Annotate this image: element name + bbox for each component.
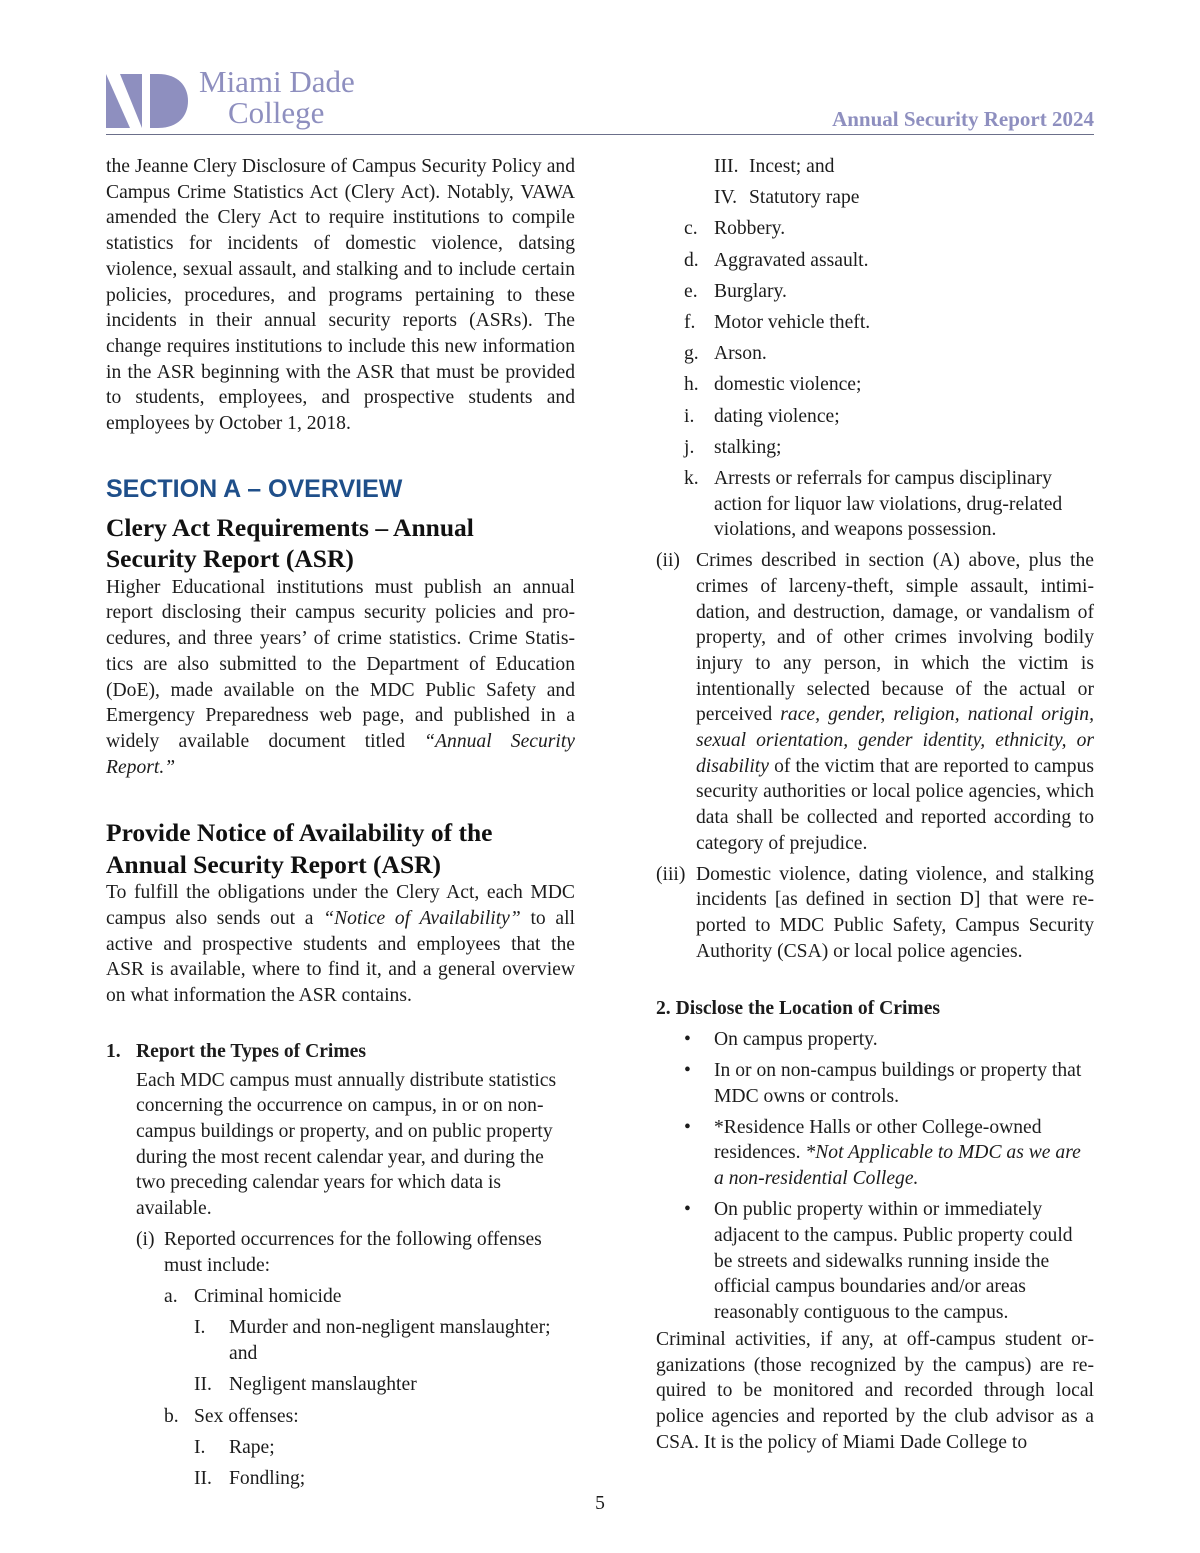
notice-text: to all active and prospective students and employees that the ASR is available, where to find it, and a general overview on what information the ASR contains. — [106, 908, 575, 1007]
list-marker: d. — [684, 249, 699, 271]
list-text: Murder and non-negligent manslaughter; and — [229, 1317, 551, 1365]
list-text: Burglary. — [714, 280, 787, 302]
intro-paragraph: the Jeanne Clery Disclosure of Campus Security Policy and Campus Crime Statistics Act (Clery Act). Notably, VAWA amended the Clery Act to require institutions to compile statistics for incidents of domestic violence, datsing violence, sexual assault, and stalking and to include certain policies, procedures, and programs pertaining to these incidents in their annual security reports (ASRs). The change requires institutions to include this new information in the ASR beginning with the ASR that must be provided to students, employees, and prospective students and employees by October 1, 2018. — [106, 156, 575, 435]
bullet-icon: • — [684, 1028, 691, 1050]
list-item — [656, 548, 1094, 856]
bullet-icon: • — [684, 1116, 691, 1138]
left-column — [106, 154, 575, 1497]
list-text: In or on non-campus buildings or property that MDC owns or controls. — [714, 1059, 1082, 1107]
list-item — [164, 1404, 575, 1430]
list-item — [194, 1315, 575, 1366]
list-text: Arson. — [714, 343, 767, 365]
list-marker: (ii) — [656, 550, 680, 572]
residence-text: *Residence Halls or other College-owned residences. — [714, 1116, 1042, 1164]
list-text: Motor vehicle theft. — [714, 312, 871, 334]
list-item-1-heading — [106, 1039, 575, 1065]
notice-title: “Notice of Availability” — [323, 908, 521, 930]
list-marker: c. — [684, 218, 698, 240]
notice-heading — [106, 817, 575, 880]
list-marker: h. — [684, 374, 699, 396]
crime-text: of the victim that are reported to campus security authorities or local police agencies, which data shall be collected and reported according to category of prejudice. — [696, 755, 1094, 854]
bullet-icon: • — [684, 1059, 691, 1081]
location-bullet-list — [656, 1027, 1094, 1326]
list-item — [684, 466, 1094, 543]
list-text: Incest; and — [749, 156, 835, 177]
item-heading: Report the Types of Crimes — [136, 1040, 367, 1062]
list-marker: j. — [684, 436, 695, 458]
list-marker: i. — [684, 405, 695, 427]
list-marker: g. — [684, 343, 699, 365]
list-text: Aggravated assault. — [714, 249, 869, 271]
list-item — [684, 216, 1094, 242]
list-item — [684, 1027, 1094, 1053]
heading-line: Annual Security Report (ASR) — [106, 849, 442, 879]
right-column — [656, 154, 1094, 1455]
report-title: Annual Security Report 2024 — [832, 107, 1094, 131]
wordmark-line-1: Miami Dade — [199, 64, 355, 99]
list-marker: a. — [164, 1286, 178, 1308]
list-text: Domestic violence, dating violence, and stalking incidents [as defined in section D] that were reported to MDC Public Safety, Campus Security Authority (CSA) or local police agencies. — [696, 863, 1094, 962]
list-text: Criminal homicide — [194, 1286, 342, 1308]
list-item — [684, 279, 1094, 305]
list-marker: b. — [164, 1405, 179, 1427]
list-item — [194, 1435, 575, 1461]
prejudice-categories: race, gender, religion, national origin, sexual orientation, gender identity, ethnicity, or disability — [696, 704, 1094, 777]
list-marker: (iii) — [656, 863, 686, 885]
list-text: domestic violence; — [714, 374, 862, 396]
heading-line: Clery Act Requirements – Annual — [106, 512, 474, 542]
list-item — [194, 1372, 575, 1398]
list-item — [684, 1058, 1094, 1109]
list-marker: III. — [714, 156, 739, 177]
list-item — [684, 404, 1094, 430]
list-marker: II. — [194, 1374, 212, 1396]
notice-text: To fulfill the obligations under the Clery Act, each MDC campus also sends out a — [106, 882, 575, 930]
list-text: Robbery. — [714, 218, 786, 240]
list-marker: I. — [194, 1317, 206, 1339]
list-item — [194, 1466, 575, 1492]
list-item — [136, 1227, 575, 1278]
mdc-logo-icon — [106, 72, 188, 128]
list-text — [714, 1115, 1094, 1192]
list-item — [684, 248, 1094, 274]
list-text: Sex offenses: — [194, 1405, 299, 1427]
section-heading: SECTION A – OVERVIEW — [106, 474, 403, 503]
list-marker: f. — [684, 312, 696, 334]
list-item — [164, 1284, 575, 1310]
not-applicable-note: *Not Applicable to MDC as we are a non-residential College. — [714, 1142, 1081, 1190]
list-item — [656, 862, 1094, 965]
list-text — [696, 548, 1094, 856]
list-item — [714, 154, 1094, 180]
list-text: Statutory rape — [749, 187, 860, 209]
list-text: Rape; — [229, 1436, 275, 1458]
list-marker: I. — [194, 1436, 206, 1458]
list-text: On public property within or immediately adjacent to the campus. Public property could be streets and sidewalks running inside the official campus boundaries and/or areas reasonably contiguous to the campus. — [714, 1199, 1073, 1324]
list-marker: II. — [194, 1467, 212, 1489]
list-text: Reported occurrences for the following offenses must include: — [164, 1229, 542, 1276]
list-text: On campus property. — [714, 1028, 878, 1050]
heading-line: Provide Notice of Availability of the — [106, 818, 493, 848]
list-item — [684, 341, 1094, 367]
header-divider — [106, 134, 1094, 135]
list-marker: (i) — [136, 1229, 155, 1251]
notice-paragraph — [106, 880, 575, 1009]
list-item — [714, 185, 1094, 211]
list-text: dating violence; — [714, 405, 840, 427]
bullet-icon: • — [684, 1199, 691, 1221]
requirements-text: Higher Educational institutions must publish an annual report disclosing their campus security policies and procedures, and three years’ of crime statistics. Crime Statistics are also submitted to the Department of Education (DoE), made available on the MDC Public Safety and Emergency Preparedness web page, and published in a widely available document titled — [106, 576, 575, 752]
crime-text: Crimes described in section (A) above, plus the crimes of larceny-theft, simple assault, intimidation, and destruction, damage, or vandalism of property, and of other crimes involving bodily injury to any person, in which the victim is intentionally selected because of the actual or perceived — [696, 550, 1094, 726]
item-1-paragraph: Each MDC campus must annually distribute statistics concerning the occurrence on campus, in or on non-campus buildings or property, and on public property during the most recent calendar year, and during the two preceding calendar years for which data is available. — [136, 1069, 557, 1220]
list-item — [684, 1197, 1094, 1326]
closing-paragraph: Criminal activities, if any, at off-campus student organizations (those recognized by the campus) are required to be monitored and recorded through local police agencies and reported by the club advisor as a CSA. It is the policy of Miami Dade College to — [656, 1328, 1094, 1453]
list-marker: 1. — [106, 1040, 121, 1062]
list-text: Negligent manslaughter — [229, 1374, 417, 1396]
wordmark-line-2: College — [228, 95, 325, 130]
list-text: stalking; — [714, 436, 782, 458]
list-item — [684, 310, 1094, 336]
item-2-heading: 2. Disclose the Location of Crimes — [656, 997, 941, 1019]
offense-letter-list — [656, 216, 1094, 543]
list-item — [684, 1115, 1094, 1192]
list-marker: k. — [684, 468, 699, 490]
page-number: 5 — [595, 1493, 605, 1514]
requirements-paragraph — [106, 575, 575, 781]
list-text: Arrests or referrals for campus disciplinary action for liquor law violations, drug-related violations, and weapons possession. — [714, 468, 1063, 541]
list-item — [684, 372, 1094, 398]
list-text: Fondling; — [229, 1467, 306, 1489]
heading-line: Security Report (ASR) — [106, 544, 354, 574]
list-marker: IV. — [714, 187, 738, 209]
page-header — [106, 66, 1094, 136]
college-wordmark — [199, 66, 355, 128]
document-title: “Annual Security Report.” — [106, 730, 575, 778]
clery-requirements-heading — [106, 512, 575, 575]
list-item — [684, 435, 1094, 461]
list-marker: e. — [684, 280, 698, 302]
